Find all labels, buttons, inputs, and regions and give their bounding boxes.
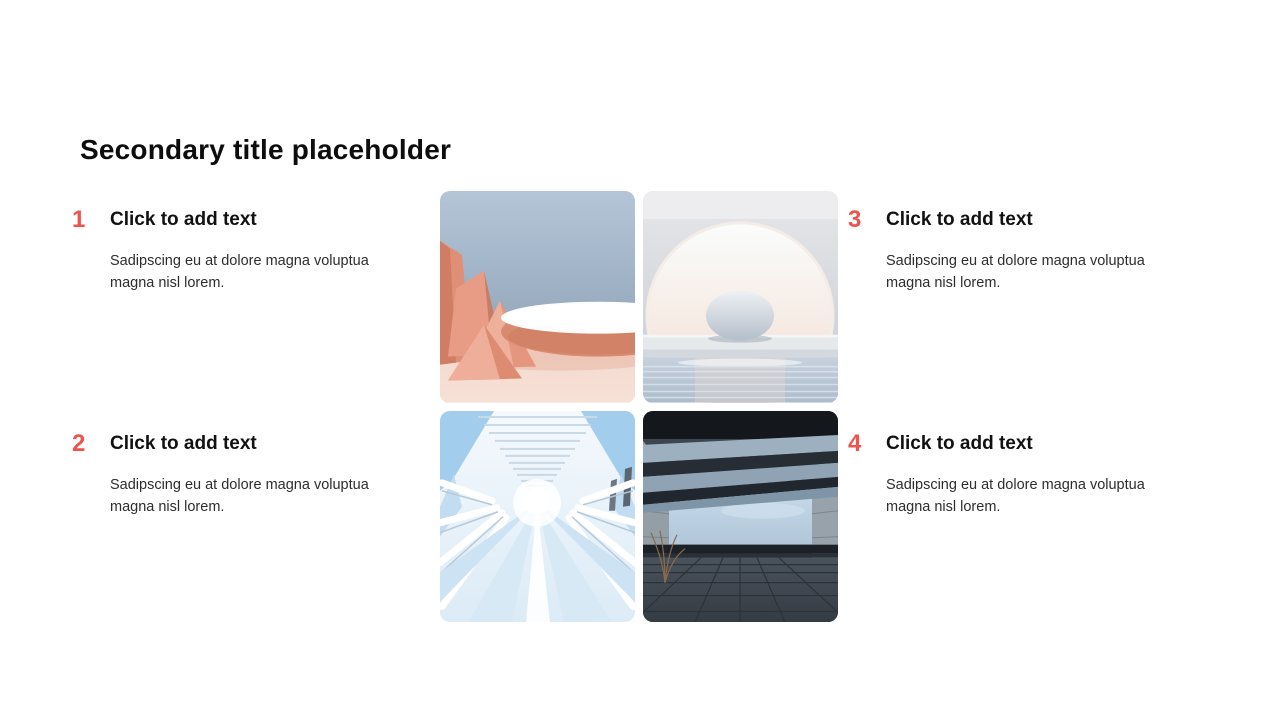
item-3-heading[interactable]: Click to add text xyxy=(886,209,1033,230)
item-4-heading[interactable]: Click to add text xyxy=(886,433,1033,454)
item-3-number: 3 xyxy=(848,206,862,233)
item-1-number: 1 xyxy=(72,206,86,233)
item-1-heading[interactable]: Click to add text xyxy=(110,209,257,230)
dark-modern-terrace-image[interactable] xyxy=(643,411,838,623)
text-block-3 xyxy=(848,205,1193,294)
slide-title[interactable]: Secondary title placeholder xyxy=(80,134,452,165)
text-block-4 xyxy=(848,429,1193,518)
image-gallery xyxy=(440,191,838,622)
item-3-body[interactable]: Sadipscing eu at dolore magna voluptua magna nisl lorem. xyxy=(886,253,1145,291)
arch-zen-stone-image[interactable] xyxy=(643,191,838,403)
white-futuristic-tunnel-image[interactable] xyxy=(440,411,635,623)
text-block-1 xyxy=(72,205,417,294)
item-1-body[interactable]: Sadipscing eu at dolore magna voluptua magna nisl lorem. xyxy=(110,253,369,291)
item-2-heading[interactable]: Click to add text xyxy=(110,433,257,454)
text-block-2 xyxy=(72,429,417,518)
coral-abstract-podium-image[interactable] xyxy=(440,191,635,403)
item-2-number: 2 xyxy=(72,430,86,457)
item-2-body[interactable]: Sadipscing eu at dolore magna voluptua magna nisl lorem. xyxy=(110,477,369,515)
item-4-body[interactable]: Sadipscing eu at dolore magna voluptua magna nisl lorem. xyxy=(886,477,1145,515)
item-4-number: 4 xyxy=(848,430,862,457)
